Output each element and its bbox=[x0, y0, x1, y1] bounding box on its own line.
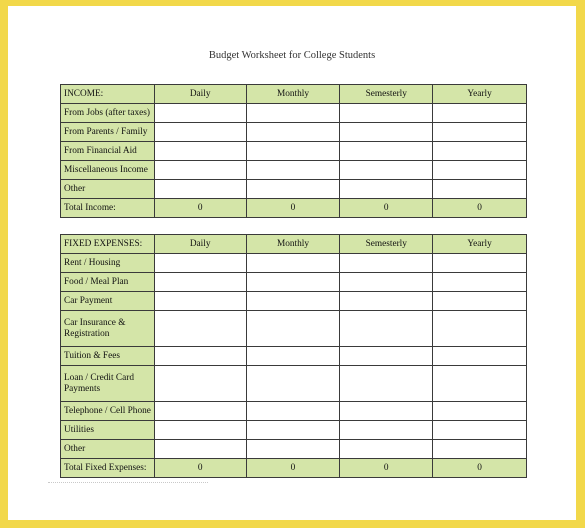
total-semesterly: 0 bbox=[340, 459, 433, 478]
table-cell[interactable] bbox=[433, 366, 527, 402]
income-col-yearly: Yearly bbox=[433, 85, 527, 104]
row-label: From Parents / Family bbox=[61, 123, 155, 142]
table-cell[interactable] bbox=[340, 421, 433, 440]
table-cell[interactable] bbox=[433, 104, 527, 123]
row-label: Telephone / Cell Phone bbox=[61, 402, 155, 421]
table-cell[interactable] bbox=[246, 440, 340, 459]
income-col-semesterly: Semesterly bbox=[340, 85, 433, 104]
fixed-col-monthly: Monthly bbox=[246, 235, 340, 254]
table-cell[interactable] bbox=[246, 292, 340, 311]
row-label: Rent / Housing bbox=[61, 254, 155, 273]
row-label: Utilities bbox=[61, 421, 155, 440]
total-yearly: 0 bbox=[433, 459, 527, 478]
table-row bbox=[61, 402, 527, 421]
table-cell[interactable] bbox=[246, 180, 340, 199]
total-daily: 0 bbox=[154, 459, 246, 478]
income-total-row bbox=[61, 199, 527, 218]
fixed-expenses-table bbox=[60, 234, 527, 478]
total-monthly: 0 bbox=[246, 199, 340, 218]
table-cell[interactable] bbox=[154, 142, 246, 161]
table-cell[interactable] bbox=[340, 161, 433, 180]
fixed-section-label: FIXED EXPENSES: bbox=[61, 235, 155, 254]
table-cell[interactable] bbox=[154, 366, 246, 402]
income-header-row bbox=[61, 85, 527, 104]
row-label: Other bbox=[61, 180, 155, 199]
fixed-col-semesterly: Semesterly bbox=[340, 235, 433, 254]
table-cell[interactable] bbox=[154, 273, 246, 292]
table-cell[interactable] bbox=[433, 123, 527, 142]
table-cell[interactable] bbox=[340, 273, 433, 292]
total-yearly: 0 bbox=[433, 199, 527, 218]
table-cell[interactable] bbox=[433, 402, 527, 421]
fixed-col-daily: Daily bbox=[154, 235, 246, 254]
table-cell[interactable] bbox=[433, 311, 527, 347]
total-monthly: 0 bbox=[246, 459, 340, 478]
table-cell[interactable] bbox=[246, 347, 340, 366]
table-cell[interactable] bbox=[154, 440, 246, 459]
table-row bbox=[61, 123, 527, 142]
table-cell[interactable] bbox=[340, 347, 433, 366]
table-cell[interactable] bbox=[246, 254, 340, 273]
row-label: Miscellaneous Income bbox=[61, 161, 155, 180]
table-cell[interactable] bbox=[433, 254, 527, 273]
total-label: Total Fixed Expenses: bbox=[61, 459, 155, 478]
table-row bbox=[61, 180, 527, 199]
table-cell[interactable] bbox=[433, 292, 527, 311]
table-cell[interactable] bbox=[154, 402, 246, 421]
table-cell[interactable] bbox=[154, 292, 246, 311]
document-page bbox=[8, 6, 576, 520]
table-cell[interactable] bbox=[340, 254, 433, 273]
fixed-header-row bbox=[61, 235, 527, 254]
income-section-label: INCOME: bbox=[61, 85, 155, 104]
table-cell[interactable] bbox=[340, 311, 433, 347]
table-cell[interactable] bbox=[154, 123, 246, 142]
table-cell[interactable] bbox=[433, 347, 527, 366]
table-cell[interactable] bbox=[246, 273, 340, 292]
table-cell[interactable] bbox=[433, 142, 527, 161]
table-cell[interactable] bbox=[246, 366, 340, 402]
divider bbox=[48, 482, 208, 487]
table-cell[interactable] bbox=[154, 311, 246, 347]
table-cell[interactable] bbox=[154, 347, 246, 366]
table-cell[interactable] bbox=[246, 123, 340, 142]
row-label: From Financial Aid bbox=[61, 142, 155, 161]
table-cell[interactable] bbox=[246, 161, 340, 180]
table-cell[interactable] bbox=[340, 440, 433, 459]
row-label: Tuition & Fees bbox=[61, 347, 155, 366]
table-row bbox=[61, 292, 527, 311]
table-row bbox=[61, 347, 527, 366]
row-label: Food / Meal Plan bbox=[61, 273, 155, 292]
income-col-monthly: Monthly bbox=[246, 85, 340, 104]
table-cell[interactable] bbox=[340, 292, 433, 311]
table-cell[interactable] bbox=[246, 104, 340, 123]
table-cell[interactable] bbox=[340, 123, 433, 142]
row-label: Loan / Credit Card Payments bbox=[61, 366, 155, 402]
row-label: From Jobs (after taxes) bbox=[61, 104, 155, 123]
table-cell[interactable] bbox=[246, 142, 340, 161]
table-cell[interactable] bbox=[154, 180, 246, 199]
total-semesterly: 0 bbox=[340, 199, 433, 218]
table-row bbox=[61, 161, 527, 180]
table-cell[interactable] bbox=[433, 440, 527, 459]
income-col-daily: Daily bbox=[154, 85, 246, 104]
row-label: Car Insurance & Registration bbox=[61, 311, 155, 347]
table-cell[interactable] bbox=[433, 180, 527, 199]
fixed-col-yearly: Yearly bbox=[433, 235, 527, 254]
table-row bbox=[61, 142, 527, 161]
table-cell[interactable] bbox=[340, 180, 433, 199]
fixed-total-row bbox=[61, 459, 527, 478]
income-table bbox=[60, 84, 527, 218]
table-cell[interactable] bbox=[154, 104, 246, 123]
table-cell[interactable] bbox=[246, 421, 340, 440]
table-row bbox=[61, 440, 527, 459]
row-label: Car Payment bbox=[61, 292, 155, 311]
table-cell[interactable] bbox=[154, 254, 246, 273]
table-row bbox=[61, 104, 527, 123]
total-daily: 0 bbox=[154, 199, 246, 218]
table-cell[interactable] bbox=[340, 366, 433, 402]
table-cell[interactable] bbox=[340, 142, 433, 161]
table-row bbox=[61, 366, 527, 402]
document-title: Budget Worksheet for College Students bbox=[208, 50, 376, 61]
table-cell[interactable] bbox=[340, 104, 433, 123]
table-cell[interactable] bbox=[246, 402, 340, 421]
table-row bbox=[61, 421, 527, 440]
row-label: Other bbox=[61, 440, 155, 459]
table-row bbox=[61, 254, 527, 273]
total-label: Total Income: bbox=[61, 199, 155, 218]
table-cell[interactable] bbox=[154, 421, 246, 440]
table-cell[interactable] bbox=[433, 421, 527, 440]
table-cell[interactable] bbox=[340, 402, 433, 421]
table-cell[interactable] bbox=[246, 311, 340, 347]
table-cell[interactable] bbox=[433, 161, 527, 180]
table-row bbox=[61, 273, 527, 292]
table-cell[interactable] bbox=[154, 161, 246, 180]
table-cell[interactable] bbox=[433, 273, 527, 292]
table-row bbox=[61, 311, 527, 347]
